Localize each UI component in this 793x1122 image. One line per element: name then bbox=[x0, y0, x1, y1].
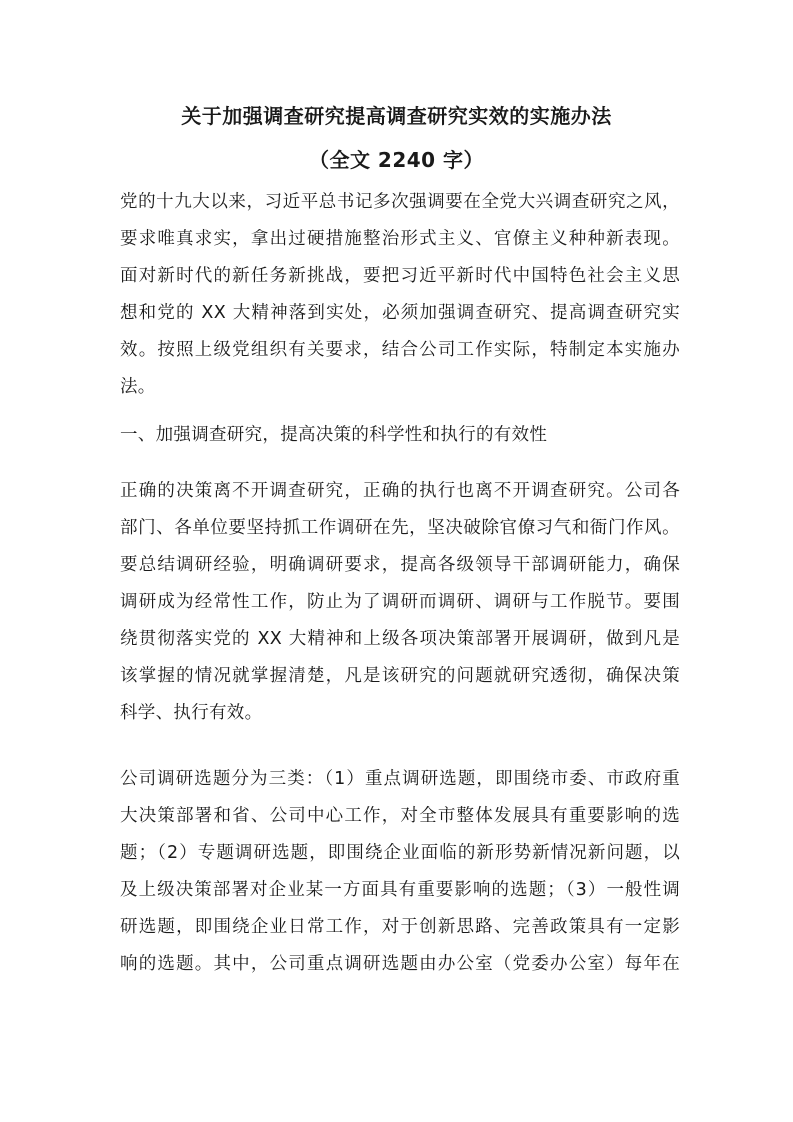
text-line: 党的十九大以来，习近平总书记多次强调要在全党大兴调查研究之风， bbox=[120, 192, 680, 212]
text-line: 正确的决策离不开调查研究，正确的执行也离不开调查研究。公司各 bbox=[120, 481, 680, 501]
document-title: 关于加强调查研究提高调查研究实效的实施办法 bbox=[181, 104, 612, 128]
text-line: 效。按照上级党组织有关要求，结合公司工作实际，特制定本实施办 bbox=[120, 340, 680, 360]
text-line: 法。 bbox=[120, 377, 156, 397]
paragraph-intro bbox=[120, 184, 680, 406]
document-subtitle: （全文 2240 字） bbox=[308, 148, 485, 172]
text-line: 研选题，即围绕企业日常工作，对于创新思路、完善政策具有一定影 bbox=[120, 917, 680, 937]
text-line: 要求唯真求实，拿出过硬措施整治形式主义、官僚主义种种新表现。 bbox=[120, 229, 680, 249]
text-line: 绕贯彻落实党的 XX 大精神和上级各项决策部署开展调研，做到凡是 bbox=[120, 629, 680, 649]
section-heading-1 bbox=[120, 417, 680, 454]
paragraph-body-2 bbox=[120, 761, 680, 983]
text-line: 及上级决策部署对企业某一方面具有重要影响的选题；（3）一般性调 bbox=[120, 880, 680, 900]
text-line: 科学、执行有效。 bbox=[120, 703, 263, 723]
text-line: 要总结调研经验，明确调研要求，提高各级领导干部调研能力，确保 bbox=[120, 555, 680, 575]
text-line: 部门、各单位要坚持抓工作调研在先，坚决破除官僚习气和衙门作风。 bbox=[120, 518, 680, 538]
text-line: 大决策部署和省、公司中心工作，对全市整体发展具有重要影响的选 bbox=[120, 806, 680, 826]
text-line: 响的选题。其中，公司重点调研选题由办公室（党委办公室）每年在 bbox=[120, 954, 680, 974]
text-line: 面对新时代的新任务新挑战，要把习近平新时代中国特色社会主义思 bbox=[120, 266, 680, 286]
text-line: 题；（2）专题调研选题，即围绕企业面临的新形势新情况新问题，以 bbox=[120, 843, 680, 863]
text-line: 调研成为经常性工作，防止为了调研而调研、调研与工作脱节。要围 bbox=[120, 592, 680, 612]
text-line: 公司调研选题分为三类：（1）重点调研选题，即围绕市委、市政府重 bbox=[120, 769, 680, 789]
text-line: 想和党的 XX 大精神落到实处，必须加强调查研究、提高调查研究实 bbox=[120, 303, 680, 323]
section-heading-text: 一、加强调查研究，提高决策的科学性和执行的有效性 bbox=[120, 425, 548, 445]
text-line: 该掌握的情况就掌握清楚，凡是该研究的问题就研究透彻，确保决策 bbox=[120, 666, 680, 686]
paragraph-body-1 bbox=[120, 473, 680, 732]
